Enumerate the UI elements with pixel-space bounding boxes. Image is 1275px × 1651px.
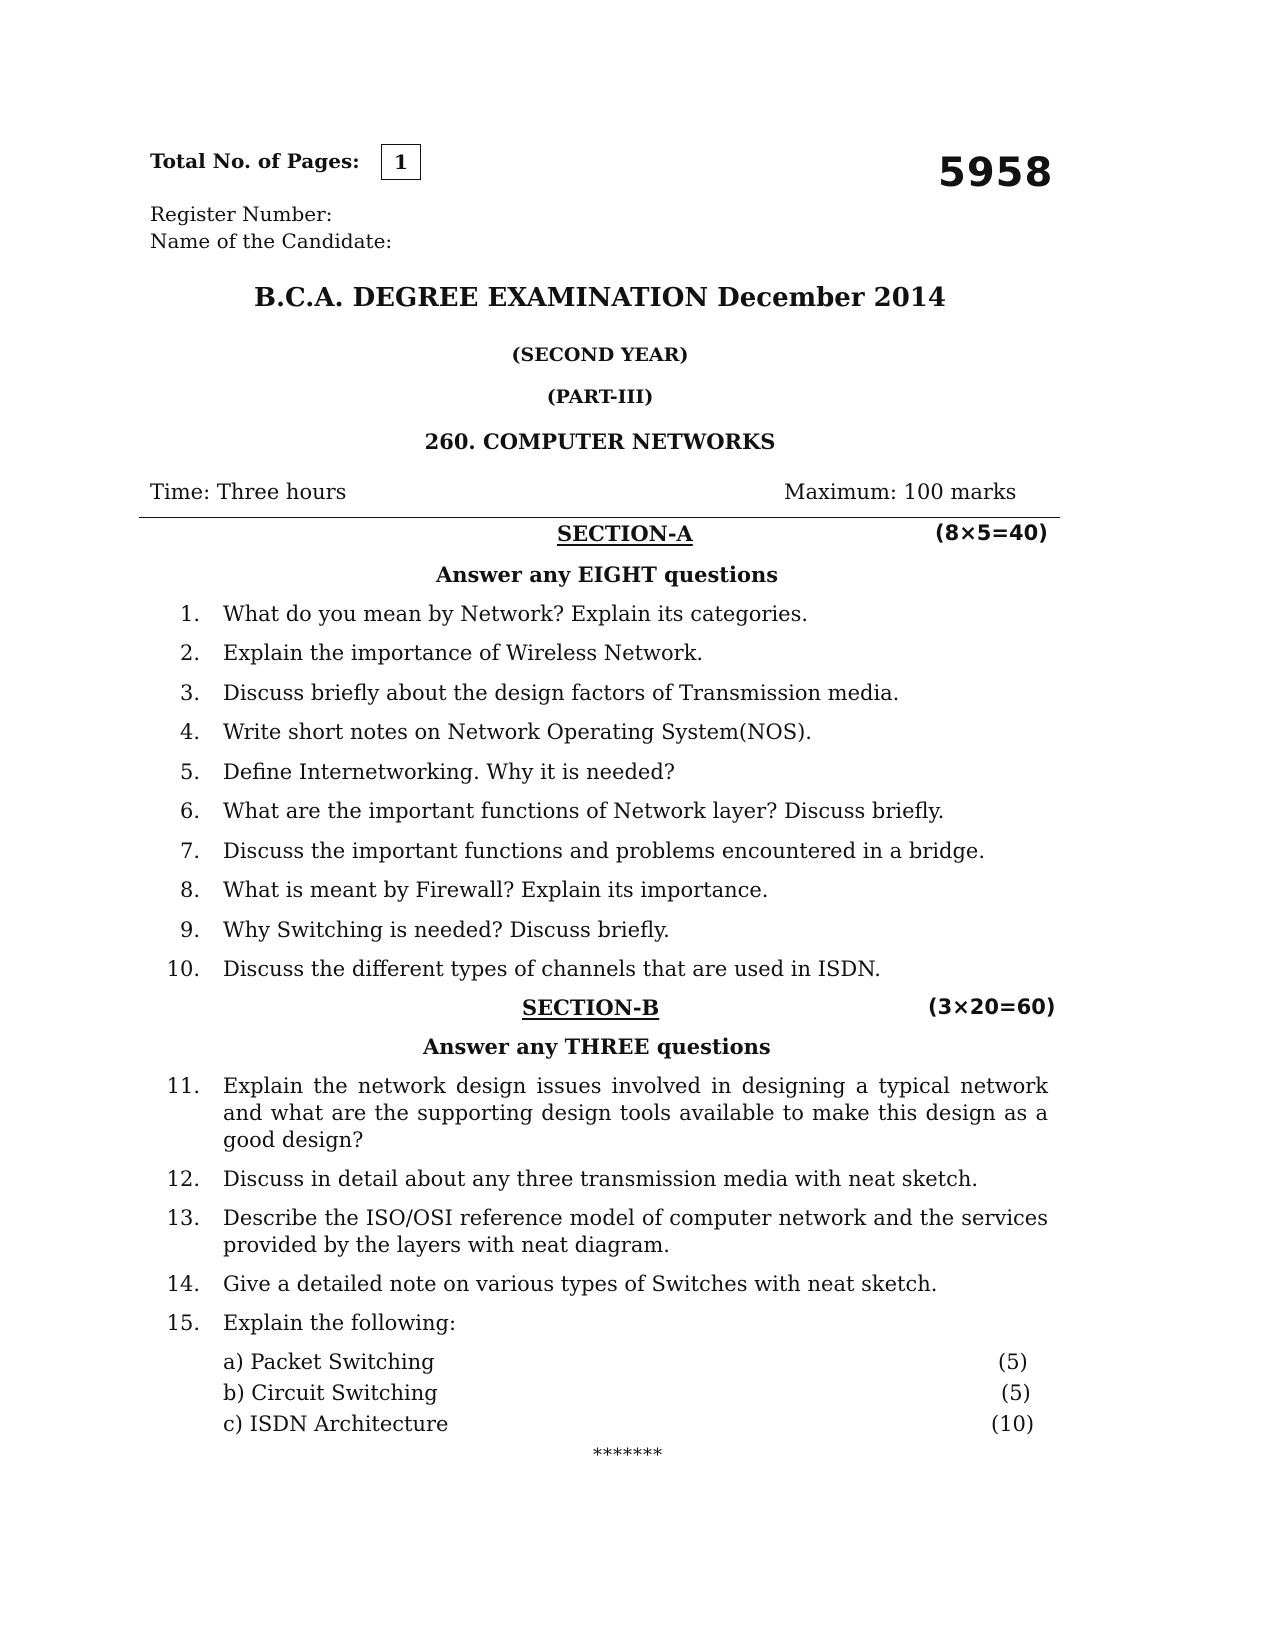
paper-code: 5958	[938, 150, 1054, 196]
header-divider	[139, 517, 1060, 518]
total-pages-box: 1	[381, 144, 421, 180]
q15-part-c-marks: (10)	[991, 1412, 1035, 1436]
question-item	[160, 1205, 1048, 1259]
end-marker: *******	[593, 1445, 663, 1466]
question-text: What is meant by Firewall? Explain its importance.	[223, 878, 769, 902]
question-number: 5.	[179, 760, 200, 784]
question-item	[160, 1310, 1048, 1337]
exam-max-marks: Maximum: 100 marks	[784, 480, 1017, 504]
question-number: 8.	[179, 878, 200, 902]
question-number: 9.	[179, 918, 200, 942]
q15-part-b-marks: (5)	[1001, 1381, 1031, 1405]
question-item	[160, 640, 1048, 667]
question-item	[160, 838, 1048, 865]
section-b-marks: (3×20=60)	[928, 995, 1056, 1019]
section-b-heading: SECTION-B	[522, 995, 660, 1020]
question-number: 7.	[179, 839, 200, 863]
question-item	[160, 601, 1048, 628]
question-text: Explain the importance of Wireless Network.	[223, 641, 704, 665]
question-text: What do you mean by Network? Explain its categories.	[223, 602, 809, 626]
question-number: 14.	[166, 1272, 200, 1296]
section-a-heading: SECTION-A	[557, 521, 693, 546]
q15-part-a: a) Packet Switching	[223, 1350, 435, 1374]
question-item	[160, 719, 1048, 746]
q15-part-b: b) Circuit Switching	[223, 1381, 438, 1405]
question-item	[160, 680, 1048, 707]
question-text: Discuss the important functions and problems encountered in a bridge.	[223, 839, 986, 863]
question-item	[160, 917, 1048, 944]
question-item	[160, 877, 1048, 904]
question-text: Write short notes on Network Operating System(NOS).	[223, 720, 812, 744]
question-item	[160, 1271, 1048, 1298]
question-number: 2.	[179, 641, 200, 665]
question-item	[160, 759, 1048, 786]
register-number-label: Register Number:	[150, 202, 333, 226]
question-text: What are the important functions of Network layer? Discuss briefly.	[223, 799, 945, 823]
question-number: 12.	[166, 1167, 200, 1191]
total-pages-label: Total No. of Pages:	[150, 149, 360, 173]
q15-part-a-marks: (5)	[998, 1350, 1028, 1374]
question-item	[160, 1073, 1048, 1154]
question-item	[160, 956, 1048, 983]
question-text: Discuss briefly about the design factors of Transmission media.	[223, 681, 900, 705]
exam-title: B.C.A. DEGREE EXAMINATION December 2014	[254, 283, 946, 313]
question-item	[160, 1166, 1048, 1193]
exam-subject: 260. COMPUTER NETWORKS	[424, 429, 776, 454]
question-text: Describe the ISO/OSI reference model of computer network and the services provided by the layers with neat diagram.	[223, 1206, 1048, 1257]
question-text: Give a detailed note on various types of Switches with neat sketch.	[223, 1272, 938, 1296]
q15-part-c: c) ISDN Architecture	[223, 1412, 449, 1436]
candidate-name-label: Name of the Candidate:	[150, 229, 393, 253]
question-text: Explain the network design issues involved in designing a typical network and what are the supporting design tools available to make this design as a good design?	[223, 1074, 1048, 1152]
question-number: 11.	[166, 1074, 200, 1098]
question-text: Discuss the different types of channels that are used in ISDN.	[223, 957, 881, 981]
exam-part: (PART-III)	[546, 386, 654, 408]
question-number: 6.	[179, 799, 200, 823]
section-a-instruction: Answer any EIGHT questions	[436, 562, 779, 587]
question-number: 15.	[166, 1311, 200, 1335]
question-number: 4.	[179, 720, 200, 744]
section-b-instruction: Answer any THREE questions	[423, 1034, 771, 1059]
question-text: Define Internetworking. Why it is needed?	[223, 760, 676, 784]
question-text: Why Switching is needed? Discuss briefly.	[223, 918, 670, 942]
question-text: Discuss in detail about any three transmission media with neat sketch.	[223, 1167, 979, 1191]
question-number: 10.	[166, 957, 200, 981]
question-item	[160, 798, 1048, 825]
section-a-marks: (8×5=40)	[935, 521, 1048, 545]
question-number: 1.	[179, 602, 200, 626]
question-number: 13.	[166, 1206, 200, 1230]
question-number: 3.	[179, 681, 200, 705]
exam-time: Time: Three hours	[150, 480, 347, 504]
exam-year: (SECOND YEAR)	[511, 344, 689, 366]
question-text: Explain the following:	[223, 1311, 457, 1335]
